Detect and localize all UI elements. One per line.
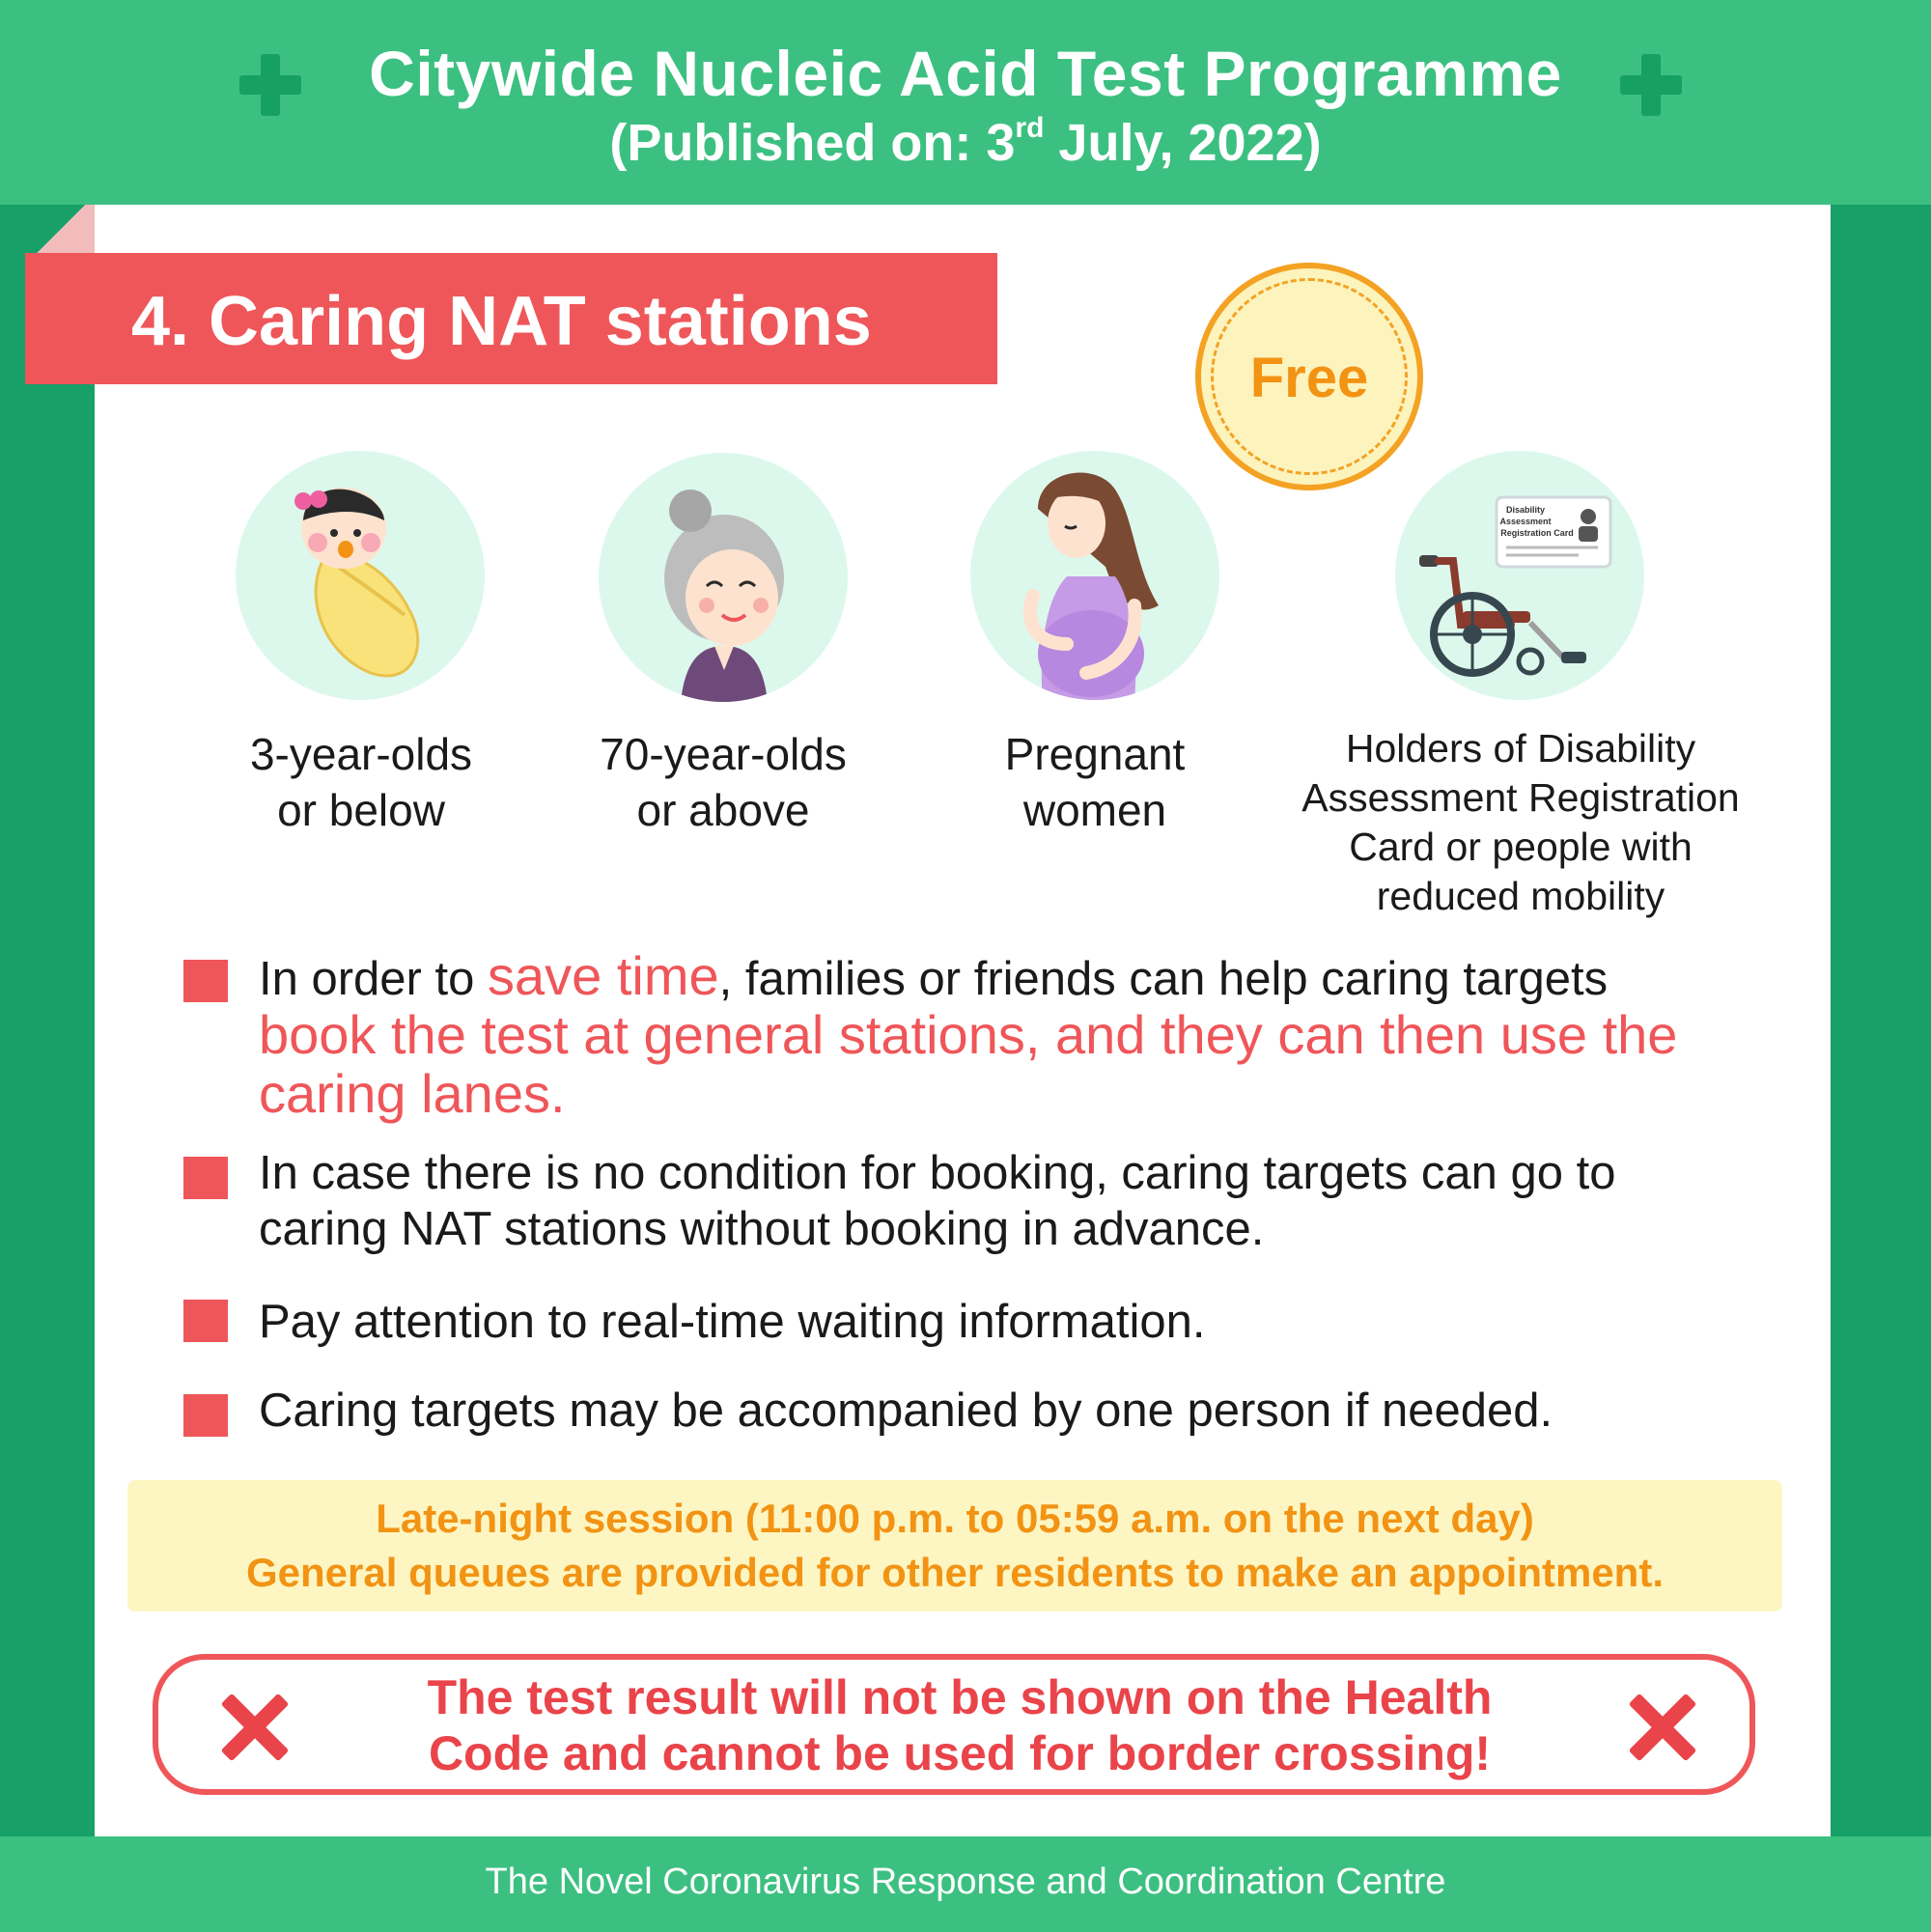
subtitle-suffix: July, 2022): [1044, 114, 1322, 172]
page-subtitle: [0, 112, 1931, 173]
label-line: or above: [636, 785, 810, 835]
warning-line-1: The test result will not be shown on the Health: [427, 1670, 1493, 1724]
card-line-1: Disability: [1505, 505, 1546, 515]
header-banner: [0, 0, 1931, 205]
bullet-item-save-time: [259, 945, 1688, 1125]
label-line: reduced mobility: [1376, 874, 1665, 918]
wheelchair-icon: [1395, 451, 1644, 700]
late-night-line-1: Late-night session (11:00 p.m. to 05:59 a.m. on the next day): [376, 1496, 1534, 1541]
late-night-line-2: General queues are provided for other residents to make an appointment.: [245, 1550, 1664, 1595]
bullet-item-waiting-info: Pay attention to real-time waiting information.: [259, 1296, 1206, 1348]
label-line: Pregnant: [1004, 729, 1186, 779]
label-line: Holders of Disability: [1345, 726, 1696, 770]
bullet-marker: [183, 1157, 228, 1199]
category-label-elderly: [549, 726, 897, 838]
bullet-item-no-booking: In case there is no condition for booking, caring targets can go to caring NAT stations without booking in advance.: [259, 1147, 1616, 1255]
free-badge-label: Free: [1249, 347, 1369, 409]
bullet-item-accompanied: Caring targets may be accompanied by one person if needed.: [259, 1385, 1553, 1437]
free-badge: [1195, 263, 1423, 490]
bullet-text-part: , families or friends can help caring targets: [718, 953, 1609, 1005]
cross-x-icon: [220, 1693, 288, 1760]
late-night-session-box: [127, 1480, 1782, 1611]
card-line-3: Registration Card: [1500, 528, 1574, 538]
elderly-woman-icon: [599, 453, 848, 702]
cross-x-icon: [1628, 1693, 1695, 1760]
baby-icon: [236, 451, 485, 700]
warning-line-2: Code and cannot be used for border crossing!: [428, 1726, 1492, 1780]
page-fold-decoration: [25, 205, 95, 255]
pregnant-woman-icon: [970, 451, 1219, 700]
card-line-2: Assessment: [1499, 517, 1552, 526]
bullet-marker: [183, 1394, 228, 1437]
category-label-toddlers: [187, 726, 535, 838]
bullet-text-part: In order to: [259, 953, 488, 1005]
label-line: Card or people with: [1349, 825, 1693, 869]
label-line: women: [1022, 785, 1167, 835]
label-line: 70-year-olds: [600, 729, 847, 779]
category-label-pregnant: [921, 726, 1269, 838]
subtitle-superscript: rd: [1015, 112, 1045, 144]
section-title: 4. Caring NAT stations: [131, 283, 872, 360]
warning-box: [153, 1654, 1755, 1795]
section-title-banner: [25, 253, 997, 384]
page-title: Citywide Nucleic Acid Test Programme: [369, 38, 1562, 109]
category-label-disability: [1270, 724, 1772, 921]
footer-text: The Novel Coronavirus Response and Coordination Centre: [485, 1862, 1446, 1902]
label-line: or below: [277, 785, 445, 835]
bullet-marker: [183, 960, 228, 1002]
bullet-marker: [183, 1300, 228, 1342]
bullet-highlight: book the test at general stations, and they can then use the caring lanes.: [259, 1004, 1678, 1124]
label-line: 3-year-olds: [249, 729, 473, 779]
footer-banner: [0, 1836, 1931, 1932]
bullet-highlight: save time: [487, 945, 719, 1006]
subtitle-prefix: (Published on: 3: [609, 114, 1016, 172]
label-line: Assessment Registration: [1301, 775, 1740, 820]
